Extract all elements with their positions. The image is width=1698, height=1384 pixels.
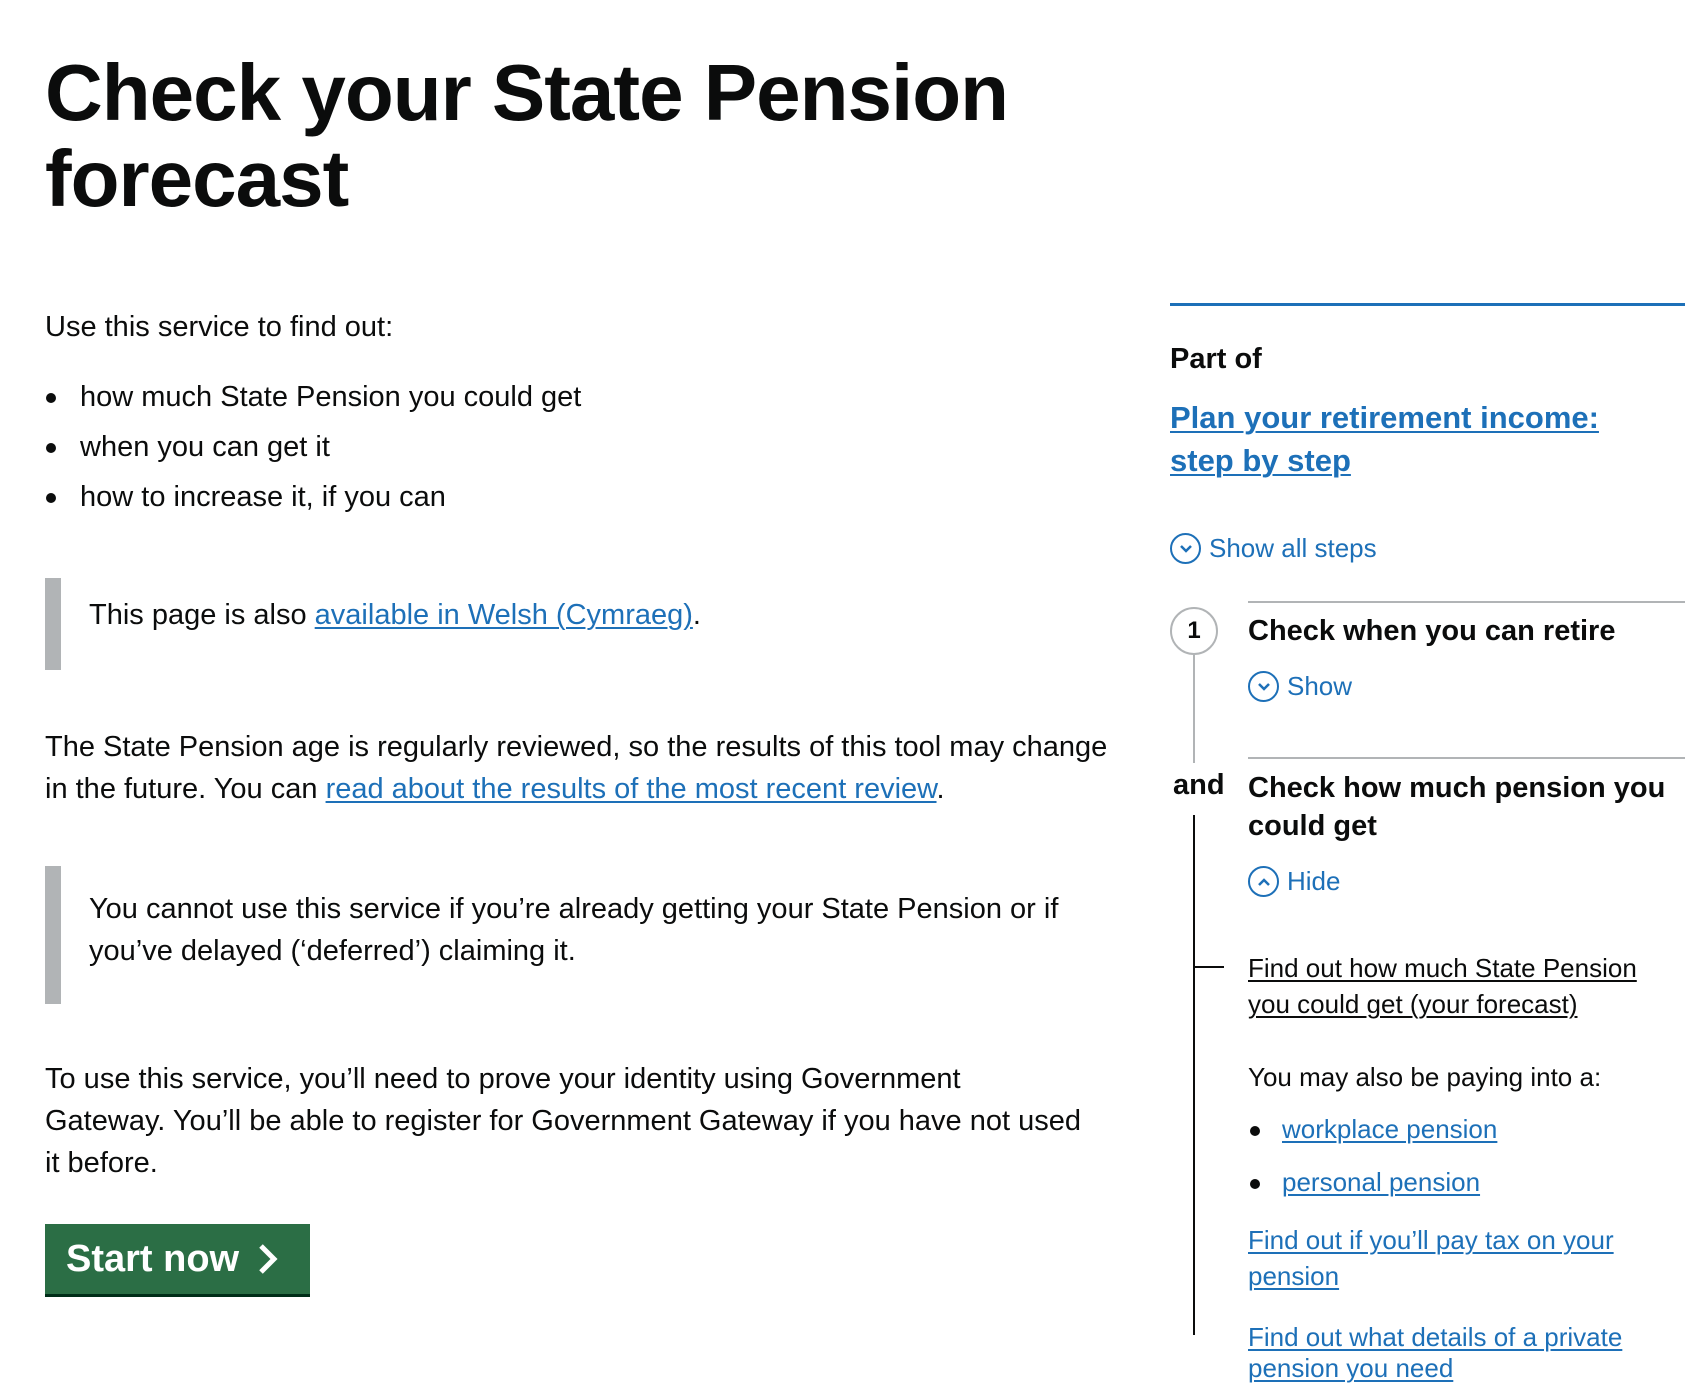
step-divider xyxy=(1248,757,1685,759)
welsh-prefix: This page is also xyxy=(89,599,315,631)
chevron-up-icon xyxy=(1248,866,1279,897)
step-2-title[interactable]: Check how much pension you could get xyxy=(1248,772,1666,842)
chevron-down-icon xyxy=(1170,533,1201,564)
show-all-steps-button[interactable] xyxy=(1170,533,1377,564)
chevron-down-icon xyxy=(1248,671,1279,702)
list-item xyxy=(1248,1111,1497,1147)
clipped-link-wrapper xyxy=(1248,1322,1668,1383)
step-1-show-button[interactable] xyxy=(1248,671,1352,702)
show-all-steps-label: Show all steps xyxy=(1209,533,1377,563)
page-title: Check your State Pension forecast xyxy=(45,48,1008,223)
step-2-hide-label: Hide xyxy=(1287,866,1341,896)
warning-text: You cannot use this service if you’re already getting your State Pension or if you’ve delayed (‘deferred’) claiming it. xyxy=(89,893,1059,967)
review-link[interactable]: read about the results of the most recent review xyxy=(325,773,937,805)
workplace-pension-link[interactable]: workplace pension xyxy=(1282,1114,1498,1144)
start-now-label: Start now xyxy=(66,1237,240,1280)
part-of-label: Part of xyxy=(1170,343,1262,375)
current-page-link[interactable]: Find out how much State Pension you could get (your forecast) xyxy=(1248,953,1637,1019)
personal-pension-link[interactable]: personal pension xyxy=(1282,1167,1481,1197)
gateway-text: To use this service, you’ll need to prove your identity using Government Gateway. You’ll be able to register for Government Gateway if you have not used it before. xyxy=(45,1063,1081,1179)
welsh-link[interactable]: available in Welsh (Cymraeg) xyxy=(314,599,693,631)
pension-type-list xyxy=(1248,1111,1497,1217)
list-item xyxy=(1248,1164,1497,1200)
list-item: how to increase it, if you can xyxy=(45,476,1120,518)
review-text xyxy=(45,726,1125,810)
active-step-line xyxy=(1193,815,1195,1335)
welsh-suffix: . xyxy=(692,599,701,631)
also-paying-text: You may also be paying into a: xyxy=(1248,1062,1602,1092)
and-label: and xyxy=(1173,769,1225,801)
start-now-button[interactable] xyxy=(45,1224,310,1294)
chevron-right-icon xyxy=(257,1243,279,1275)
current-page-marker xyxy=(1193,966,1224,968)
purpose-list xyxy=(45,376,1120,518)
welsh-text xyxy=(89,594,1119,636)
step-number-badge: 1 xyxy=(1170,607,1218,655)
warning-inset xyxy=(45,866,1119,1004)
welsh-inset xyxy=(45,578,1119,670)
step-1-title[interactable]: Check when you can retire xyxy=(1248,615,1616,647)
step-1-show-label: Show xyxy=(1287,671,1353,701)
tax-on-pension-link[interactable]: Find out if you’ll pay tax on your pension xyxy=(1248,1225,1614,1291)
review-prefix: The State Pension age is regularly reviewed, so the results of this tool may change in the future. You can xyxy=(45,731,1108,805)
main-content xyxy=(45,306,1120,1179)
review-suffix: . xyxy=(936,773,945,805)
private-pension-details-link[interactable]: Find out what details of a private pension you need xyxy=(1248,1322,1623,1383)
step-by-step-link[interactable]: Plan your retirement income: step by step xyxy=(1170,400,1599,478)
list-item: how much State Pension you could get xyxy=(45,376,1120,418)
step-2-hide-button[interactable] xyxy=(1248,866,1340,897)
list-item: when you can get it xyxy=(45,426,1120,468)
intro-text: Use this service to find out: xyxy=(45,311,394,343)
step-divider xyxy=(1248,601,1685,603)
sidebar-top-rule xyxy=(1170,303,1685,306)
step-connector-line xyxy=(1193,655,1195,763)
